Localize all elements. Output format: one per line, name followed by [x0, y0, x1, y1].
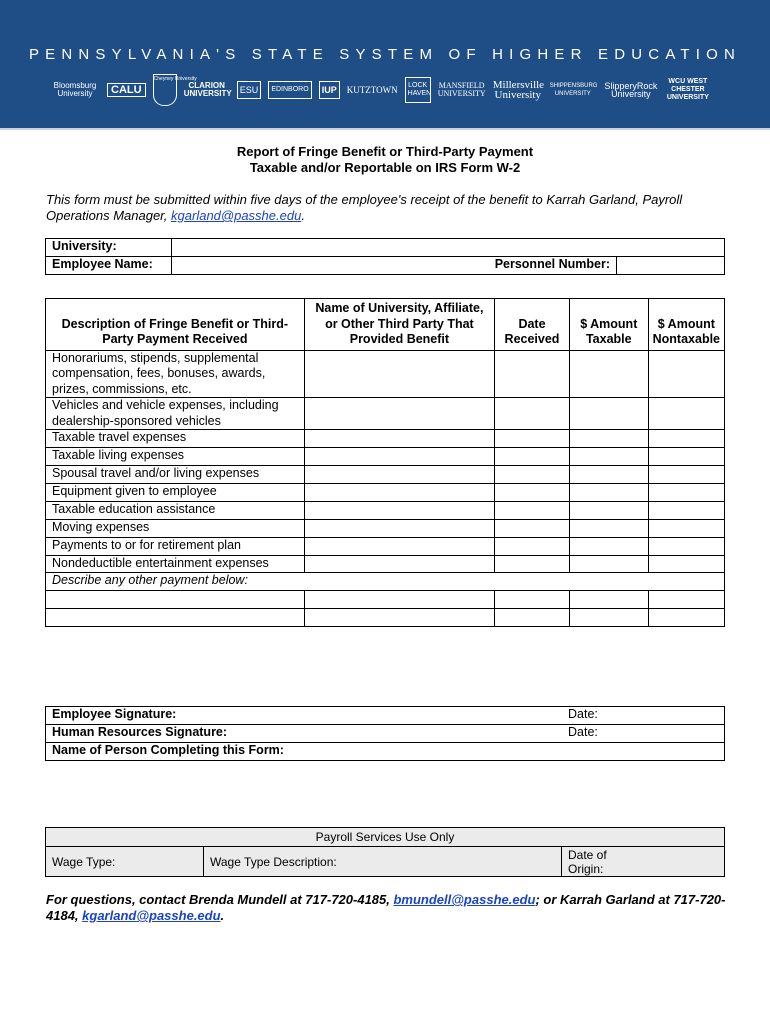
header-date-received: Date Received	[495, 299, 570, 351]
personnel-number-field[interactable]	[617, 257, 725, 275]
table-row	[46, 466, 725, 484]
taxable-cell[interactable]	[569, 398, 648, 430]
payroll-heading: Payroll Services Use Only	[46, 828, 725, 847]
other-payment-label: Describe any other payment below:	[46, 572, 725, 590]
taxable-cell[interactable]	[569, 350, 648, 398]
date-cell[interactable]	[495, 484, 570, 502]
row-description: Honorariums, stipends, supplemental compensation, fees, bonuses, awards, prizes, commissions, etc.	[46, 350, 305, 398]
logo-edinboro: EDINBORO	[268, 81, 311, 99]
date-cell[interactable]	[495, 350, 570, 398]
header-banner	[0, 0, 770, 130]
header-amount-taxable: $ Amount Taxable	[569, 299, 648, 351]
footer-text-1: For questions, contact Brenda Mundell at 717-720-4185,	[46, 892, 394, 907]
employee-info-table	[45, 238, 725, 275]
hr-signature-label: Human Resources Signature:	[52, 725, 228, 739]
wage-type-label: Wage Type:	[52, 854, 116, 869]
nontaxable-cell[interactable]	[648, 520, 724, 538]
table-row	[46, 608, 725, 626]
other-description-cell[interactable]	[46, 590, 305, 608]
payroll-table	[45, 827, 725, 877]
footer-text-2: ; or Karrah Garland at 717-720-4184,	[46, 892, 726, 923]
row-description: Taxable travel expenses	[46, 430, 305, 448]
nontaxable-cell[interactable]	[648, 350, 724, 398]
intro-paragraph	[46, 192, 726, 224]
logo-wcu: WCU WEST CHESTER UNIVERSITY	[666, 78, 709, 101]
kgarland-email-link[interactable]: kgarland@passhe.edu	[82, 908, 221, 923]
date-cell[interactable]	[495, 430, 570, 448]
contact-footer	[46, 892, 726, 924]
nontaxable-cell[interactable]	[648, 538, 724, 556]
university-label: University:	[46, 239, 172, 257]
nontaxable-cell[interactable]	[648, 608, 724, 626]
row-description: Taxable education assistance	[46, 502, 305, 520]
row-description: Equipment given to employee	[46, 484, 305, 502]
taxable-cell[interactable]	[569, 520, 648, 538]
form-title	[0, 144, 770, 176]
logo-esu: ESU	[237, 81, 262, 99]
header-amount-nontaxable: $ Amount Nontaxable	[648, 299, 724, 351]
logo-slippery-rock: SlipperyRock University	[604, 81, 658, 99]
other-description-cell[interactable]	[46, 608, 305, 626]
row-description: Taxable living expenses	[46, 448, 305, 466]
intro-end: .	[301, 208, 305, 223]
logo-kutztown: KUTZTOWN	[346, 85, 398, 95]
other-payment-row	[46, 572, 725, 590]
logo-calu: CALU	[107, 83, 146, 97]
logo-clarion: CLARION UNIVERSITY	[183, 81, 232, 98]
provider-cell[interactable]	[304, 484, 494, 502]
date-cell[interactable]	[495, 398, 570, 430]
nontaxable-cell[interactable]	[648, 502, 724, 520]
taxable-cell[interactable]	[569, 502, 648, 520]
date-cell[interactable]	[495, 520, 570, 538]
date-label: Date:	[568, 707, 598, 721]
nontaxable-cell[interactable]	[648, 556, 724, 573]
header-provider: Name of University, Affiliate, or Other Third Party That Provided Benefit	[304, 299, 494, 351]
provider-cell[interactable]	[304, 430, 494, 448]
completer-name-label: Name of Person Completing this Form:	[52, 743, 284, 757]
row-description: Nondeductible entertainment expenses	[46, 556, 305, 573]
employee-signature-field[interactable]	[46, 707, 563, 725]
university-field[interactable]	[172, 239, 725, 257]
provider-cell[interactable]	[304, 538, 494, 556]
logo-mansfield: MANSFIELD UNIVERSITY	[437, 81, 486, 98]
date-cell[interactable]	[495, 466, 570, 484]
provider-cell[interactable]	[304, 502, 494, 520]
benefits-header-row	[46, 299, 725, 351]
nontaxable-cell[interactable]	[648, 484, 724, 502]
completer-name-field[interactable]	[46, 743, 725, 761]
row-description: Payments to or for retirement plan	[46, 538, 305, 556]
date-origin-field[interactable]	[562, 847, 725, 877]
logo-millersville: Millersville University	[492, 79, 545, 101]
date-cell[interactable]	[495, 448, 570, 466]
table-row	[46, 520, 725, 538]
table-row	[46, 590, 725, 608]
intro-email-link[interactable]: kgarland@passhe.edu	[171, 208, 302, 223]
wage-description-label: Wage Type Description:	[210, 854, 337, 869]
table-row	[46, 398, 725, 430]
table-row	[46, 556, 725, 573]
employee-name-label: Employee Name:	[46, 257, 172, 275]
employee-name-field[interactable]	[172, 257, 617, 275]
table-row	[46, 448, 725, 466]
employee-signature-label: Employee Signature:	[52, 707, 177, 721]
employee-date-field[interactable]	[562, 707, 725, 725]
provider-cell[interactable]	[304, 608, 494, 626]
footer-text-3: .	[220, 908, 225, 923]
date-cell[interactable]	[495, 608, 570, 626]
table-row	[46, 350, 725, 398]
nontaxable-cell[interactable]	[648, 398, 724, 430]
logo-lock-haven: LOCK HAVEN	[405, 77, 431, 103]
provider-cell[interactable]	[304, 466, 494, 484]
nontaxable-cell[interactable]	[648, 430, 724, 448]
hr-date-field[interactable]	[562, 725, 725, 743]
date-cell[interactable]	[495, 556, 570, 573]
date-cell[interactable]	[495, 502, 570, 520]
row-description: Moving expenses	[46, 520, 305, 538]
logo-shippensburg: SHIPPENSBURG UNIVERSITY	[549, 83, 598, 97]
provider-cell[interactable]	[304, 520, 494, 538]
table-row	[46, 484, 725, 502]
nontaxable-cell[interactable]	[648, 590, 724, 608]
table-row	[46, 538, 725, 556]
wage-type-field[interactable]	[46, 847, 204, 877]
taxable-cell[interactable]	[569, 538, 648, 556]
logo-cheyney: Cheyney University	[153, 74, 177, 106]
header-description: Description of Fringe Benefit or Third-Party Payment Received	[46, 299, 305, 351]
taxable-cell[interactable]	[569, 608, 648, 626]
taxable-cell[interactable]	[569, 430, 648, 448]
table-row	[46, 430, 725, 448]
provider-cell[interactable]	[304, 556, 494, 573]
taxable-cell[interactable]	[569, 484, 648, 502]
date-label: Date:	[568, 725, 598, 739]
provider-cell[interactable]	[304, 590, 494, 608]
hr-signature-field[interactable]	[46, 725, 563, 743]
date-cell[interactable]	[495, 538, 570, 556]
nontaxable-cell[interactable]	[648, 466, 724, 484]
signature-table	[45, 706, 725, 761]
personnel-number-label: Personnel Number:	[494, 257, 610, 271]
title-line-2: Taxable and/or Reportable on IRS Form W-2	[249, 160, 521, 175]
provider-cell[interactable]	[304, 398, 494, 430]
nontaxable-cell[interactable]	[648, 448, 724, 466]
taxable-cell[interactable]	[569, 590, 648, 608]
logo-iup: IUP	[319, 81, 340, 99]
taxable-cell[interactable]	[569, 448, 648, 466]
logo-bloomsburg: Bloomsburg University	[53, 81, 97, 98]
provider-cell[interactable]	[304, 350, 494, 398]
table-row	[46, 502, 725, 520]
taxable-cell[interactable]	[569, 466, 648, 484]
date-origin-label: Date of Origin:	[568, 847, 607, 876]
wage-description-field[interactable]	[204, 847, 562, 877]
banner-title: PENNSYLVANIA'S STATE SYSTEM OF HIGHER EDUCATION	[28, 46, 742, 63]
title-line-1: Report of Fringe Benefit or Third-Party Payment	[236, 144, 534, 159]
row-description: Spousal travel and/or living expenses	[46, 466, 305, 484]
bmundell-email-link[interactable]: bmundell@passhe.edu	[393, 892, 536, 907]
taxable-cell[interactable]	[569, 556, 648, 573]
row-description: Vehicles and vehicle expenses, including dealership-sponsored vehicles	[46, 398, 305, 430]
date-cell[interactable]	[495, 590, 570, 608]
intro-text: This form must be submitted within five days of the employee's receipt of the benefit to Karrah Garland, Payroll Operations Manager,	[46, 192, 683, 223]
benefits-table	[45, 298, 725, 627]
university-logos	[50, 72, 710, 108]
provider-cell[interactable]	[304, 448, 494, 466]
